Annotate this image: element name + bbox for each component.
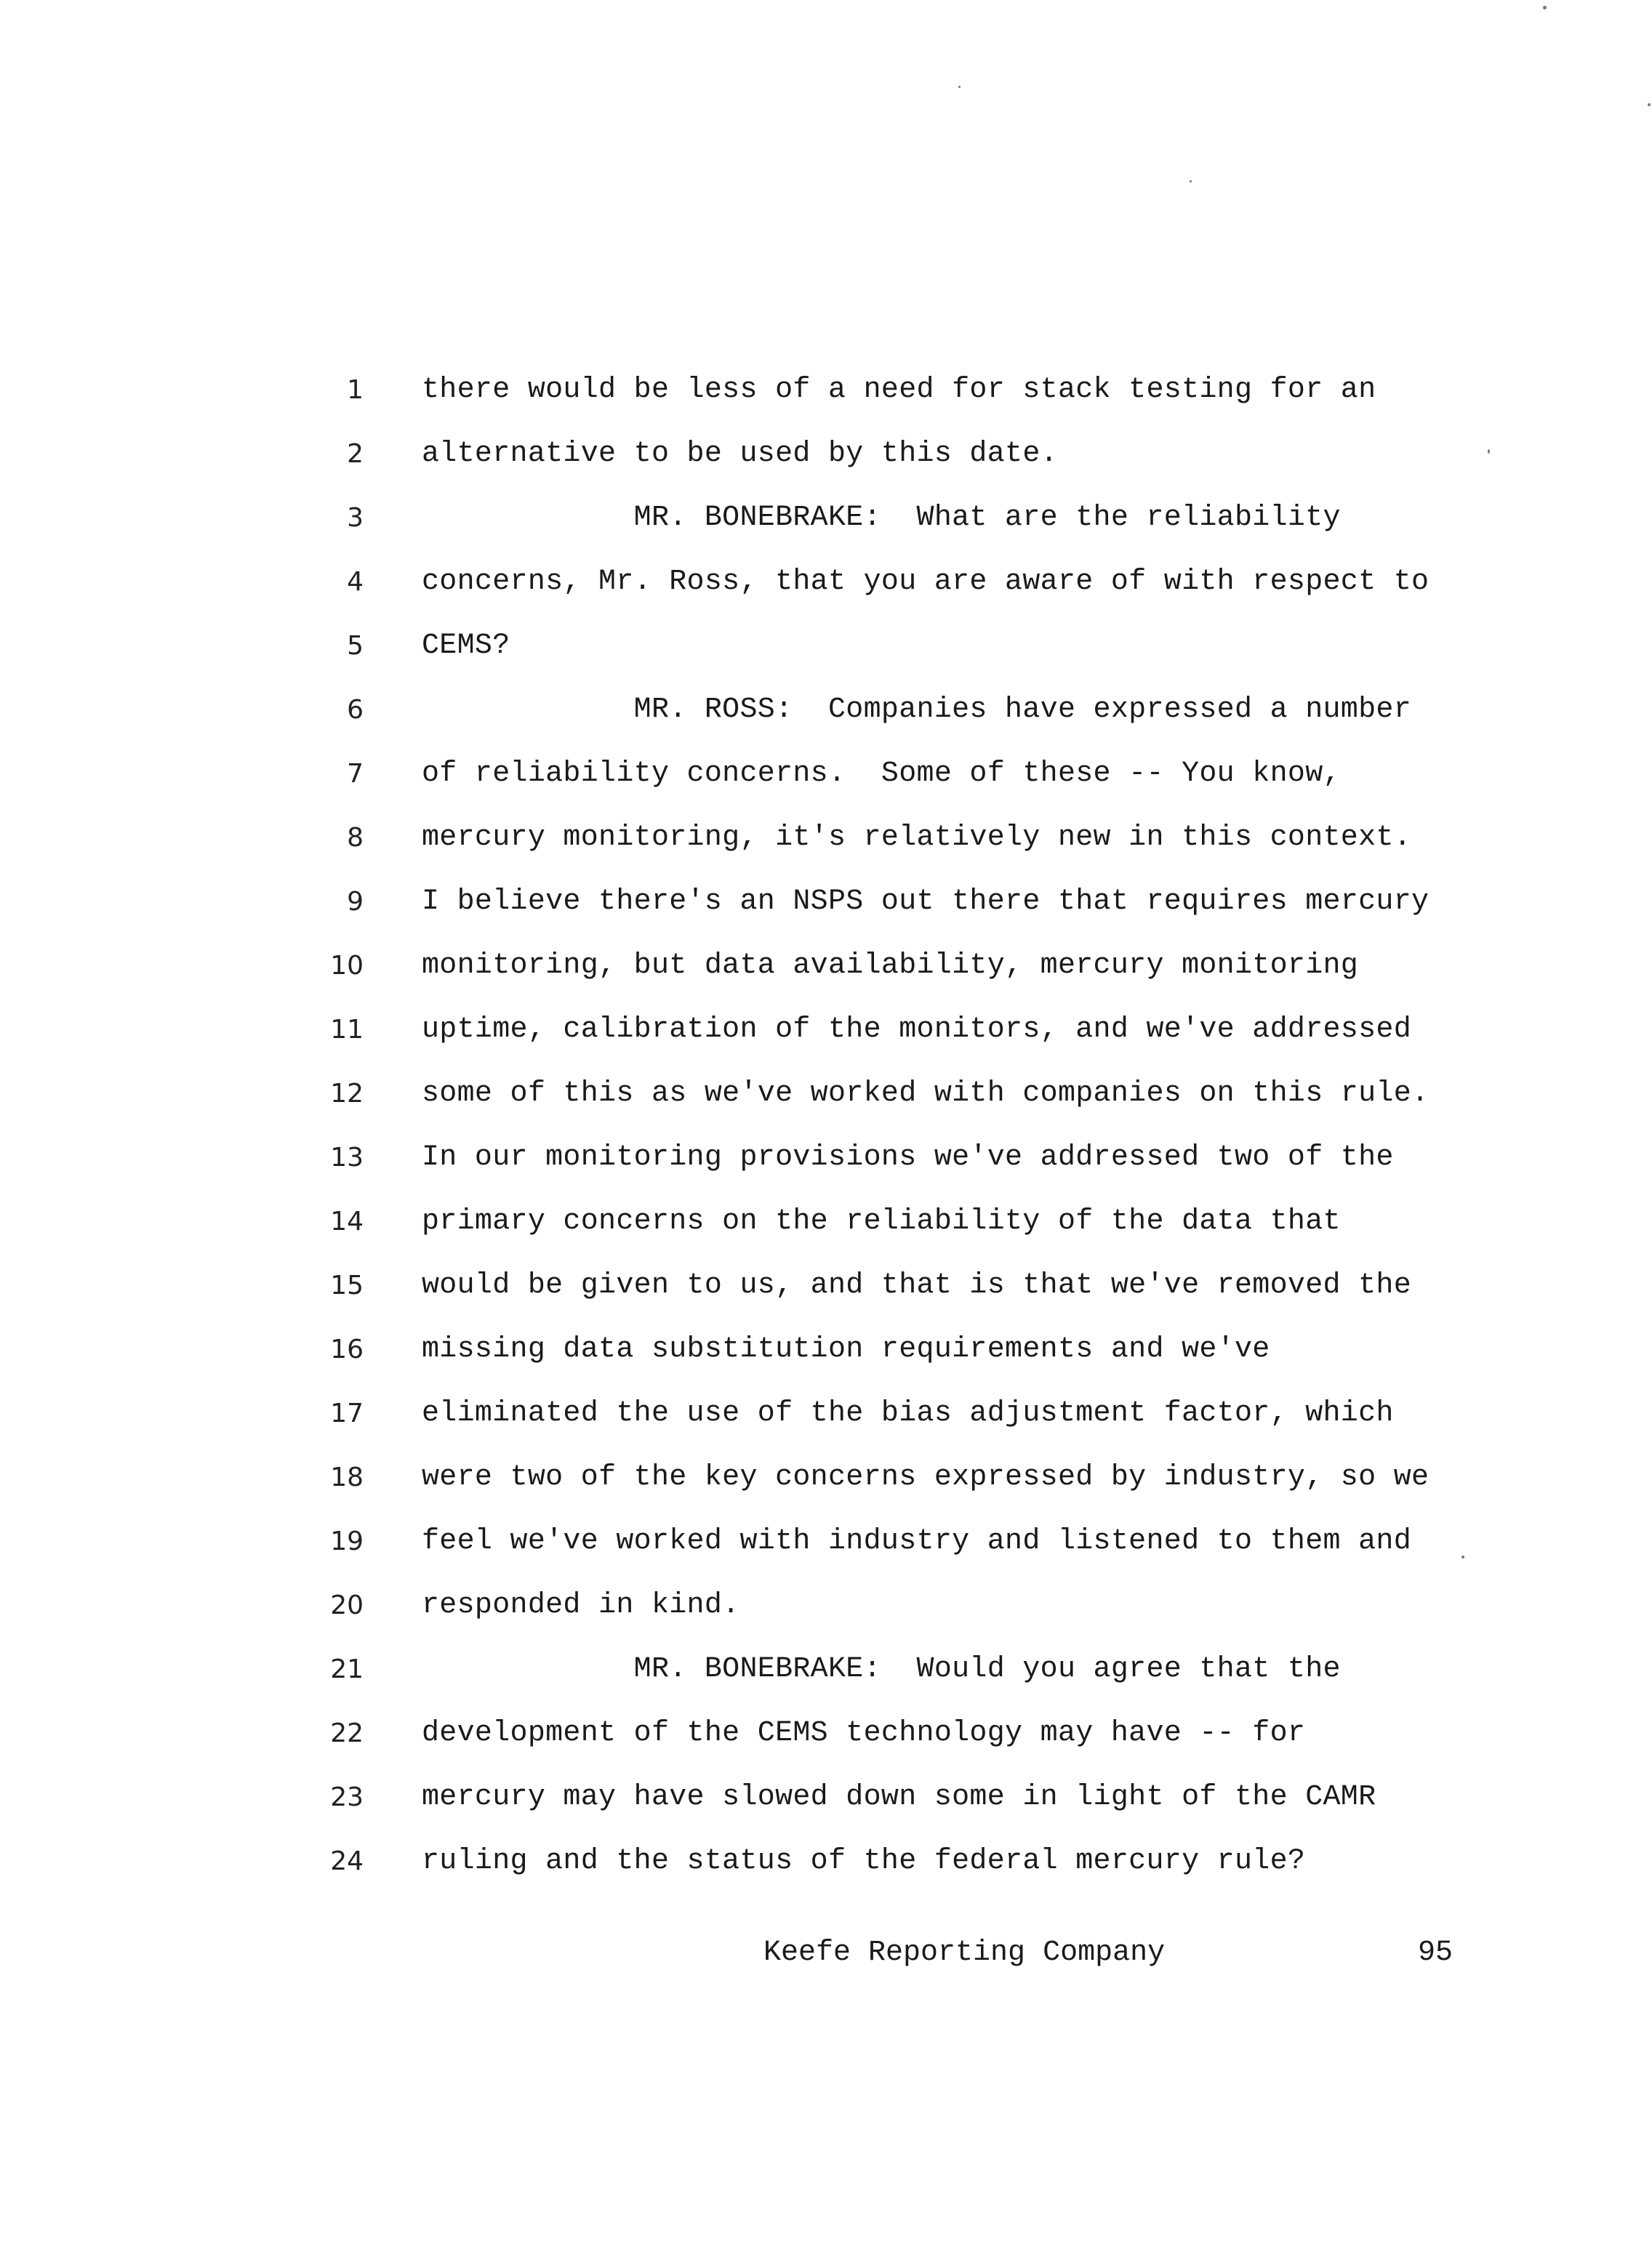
- transcript-line: [320, 499, 1483, 563]
- line-number: 2: [347, 439, 364, 469]
- line-text: uptime, calibration of the monitors, and we've addressed: [422, 1013, 1412, 1046]
- transcript-line: [320, 1010, 1483, 1074]
- scan-speck: [1543, 6, 1547, 9]
- line-number: 17: [330, 1399, 364, 1428]
- scan-speck: [1488, 449, 1490, 454]
- line-number: 21: [330, 1654, 364, 1684]
- line-text: of reliability concerns. Some of these -- You know,: [422, 757, 1341, 790]
- line-text: development of the CEMS technology may have -- for: [422, 1717, 1306, 1750]
- line-text: MR. ROSS: Companies have expressed a number: [422, 693, 1412, 726]
- line-number: 23: [330, 1782, 364, 1812]
- transcript-line: [320, 882, 1483, 946]
- line-number: 10: [330, 951, 364, 981]
- line-number: 14: [330, 1207, 364, 1236]
- line-number: 12: [330, 1079, 364, 1109]
- line-text: In our monitoring provisions we've addressed two of the: [422, 1141, 1394, 1174]
- line-text: I believe there's an NSPS out there that requires mercury: [422, 885, 1430, 918]
- line-text: MR. BONEBRAKE: Would you agree that the: [422, 1653, 1341, 1686]
- line-text: alternative to be used by this date.: [422, 438, 1058, 470]
- line-number: 19: [330, 1527, 364, 1556]
- transcript-line: [320, 1266, 1483, 1330]
- line-number: 7: [347, 759, 364, 789]
- line-text: responded in kind.: [422, 1589, 740, 1622]
- transcript-line: [320, 691, 1483, 755]
- line-number: 5: [347, 631, 364, 661]
- line-number: 4: [347, 567, 364, 597]
- transcript-line: [320, 1138, 1483, 1202]
- transcript-line: [320, 1522, 1483, 1586]
- line-number: 3: [347, 503, 364, 533]
- line-number: 20: [330, 1591, 364, 1620]
- line-text: feel we've worked with industry and listened to them and: [422, 1525, 1412, 1558]
- transcript-line: [320, 755, 1483, 819]
- transcript-line: [320, 371, 1483, 435]
- line-text: monitoring, but data availability, mercury monitoring: [422, 949, 1359, 982]
- line-number: 15: [330, 1271, 364, 1300]
- footer-page-number: 95: [1418, 1937, 1453, 1969]
- line-text: MR. BONEBRAKE: What are the reliability: [422, 502, 1341, 534]
- transcript-line: [320, 1458, 1483, 1522]
- line-text: primary concerns on the reliability of the data that: [422, 1205, 1341, 1238]
- line-text: mercury may have slowed down some in light of the CAMR: [422, 1781, 1376, 1814]
- transcript-line: [320, 1394, 1483, 1458]
- line-number: 8: [347, 823, 364, 853]
- scan-speck: [1190, 180, 1192, 182]
- line-text: were two of the key concerns expressed by industry, so we: [422, 1461, 1430, 1494]
- line-text: eliminated the use of the bias adjustment factor, which: [422, 1397, 1394, 1430]
- scan-speck: [1648, 103, 1651, 106]
- transcript-line: [320, 1778, 1483, 1842]
- line-text: CEMS?: [422, 630, 510, 662]
- line-text: would be given to us, and that is that we've removed the: [422, 1269, 1412, 1302]
- line-number: 9: [347, 887, 364, 917]
- transcript-line: [320, 563, 1483, 627]
- scan-speck: [958, 86, 961, 88]
- line-number: 18: [330, 1463, 364, 1492]
- line-text: some of this as we've worked with companies on this rule.: [422, 1077, 1430, 1110]
- transcript-line: [320, 1714, 1483, 1778]
- transcript-line: [320, 1074, 1483, 1138]
- line-number: 16: [330, 1335, 364, 1364]
- line-number: 1: [347, 375, 364, 405]
- transcript-line: [320, 1650, 1483, 1714]
- line-number: 22: [330, 1718, 364, 1748]
- transcript-line: [320, 1842, 1483, 1906]
- transcript-line: [320, 435, 1483, 499]
- transcript-line: [320, 819, 1483, 882]
- line-number: 13: [330, 1143, 364, 1173]
- line-text: mercury monitoring, it's relatively new in this context.: [422, 821, 1412, 854]
- transcript-line: [320, 1586, 1483, 1650]
- line-text: there would be less of a need for stack testing for an: [422, 374, 1376, 406]
- transcript-line: [320, 1202, 1483, 1266]
- transcript-body: [320, 371, 1483, 1906]
- transcript-line: [320, 627, 1483, 691]
- line-text: ruling and the status of the federal mercury rule?: [422, 1845, 1306, 1878]
- line-number: 11: [330, 1015, 364, 1045]
- transcript-line: [320, 1330, 1483, 1394]
- transcript-line: [320, 946, 1483, 1010]
- line-text: concerns, Mr. Ross, that you are aware of with respect to: [422, 566, 1430, 598]
- footer-company-name: Keefe Reporting Company: [763, 1937, 1166, 1969]
- line-number: 6: [347, 695, 364, 725]
- line-text: missing data substitution requirements and we've: [422, 1333, 1270, 1366]
- line-number: 24: [330, 1846, 364, 1876]
